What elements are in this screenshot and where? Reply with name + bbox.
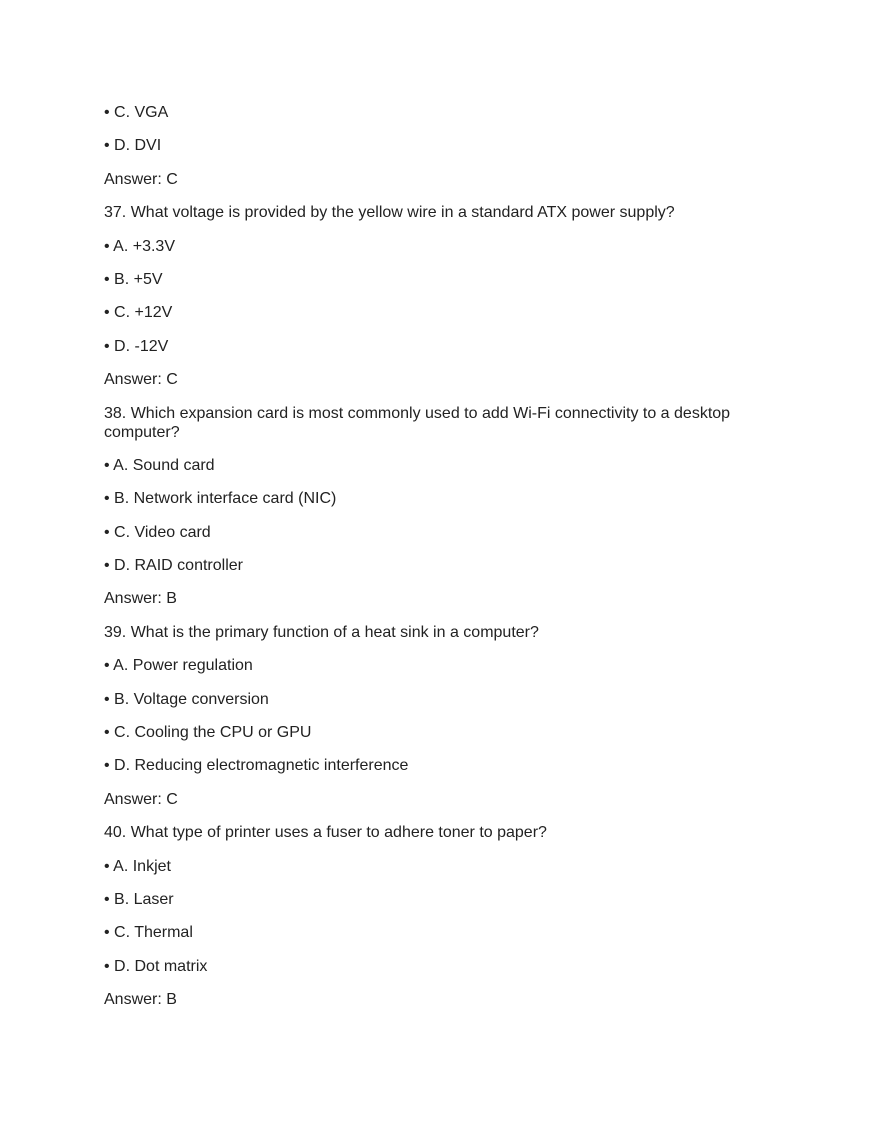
option-c: • C. Thermal — [104, 924, 193, 942]
option-a: • A. +3.3V — [104, 237, 175, 255]
option-b: • B. Voltage conversion — [104, 690, 269, 708]
answer-line: Answer: B — [104, 991, 177, 1009]
question-text: 37. What voltage is provided by the yellow wire in a standard ATX power supply? — [104, 204, 675, 222]
answer-line: Answer: C — [104, 170, 178, 188]
document-page — [104, 103, 744, 1024]
option-c: • C. Video card — [104, 523, 211, 541]
option-b: • B. Laser — [104, 890, 174, 908]
question-40 — [104, 823, 744, 1009]
option-d: • D. -12V — [104, 337, 169, 355]
option-a: • A. Power regulation — [104, 657, 253, 675]
option-a: • A. Sound card — [104, 456, 215, 474]
answer-line: Answer: B — [104, 590, 177, 608]
answer-line: Answer: C — [104, 790, 178, 808]
question-36-continued — [104, 103, 744, 189]
question-text: 39. What is the primary function of a heat sink in a computer? — [104, 623, 539, 641]
answer-line: Answer: C — [104, 371, 178, 389]
option-b: • B. Network interface card (NIC) — [104, 490, 337, 508]
option-d: • D. Dot matrix — [104, 957, 208, 975]
option-c: • C. +12V — [104, 304, 173, 322]
option-d: • D. RAID controller — [104, 557, 243, 575]
question-38 — [104, 404, 744, 609]
option-d: • D. Reducing electromagnetic interference — [104, 757, 409, 775]
option-c: • C. VGA — [104, 104, 169, 121]
option-c: • C. Cooling the CPU or GPU — [104, 724, 312, 742]
option-d: • D. DVI — [104, 137, 162, 155]
question-text: 40. What type of printer uses a fuser to adhere toner to paper? — [104, 824, 547, 842]
question-text: 38. Which expansion card is most commonly used to add Wi-Fi connectivity to a desktop computer? — [104, 404, 731, 441]
option-a: • A. Inkjet — [104, 857, 171, 875]
option-b: • B. +5V — [104, 270, 163, 288]
question-39 — [104, 623, 744, 809]
question-37 — [104, 203, 744, 389]
